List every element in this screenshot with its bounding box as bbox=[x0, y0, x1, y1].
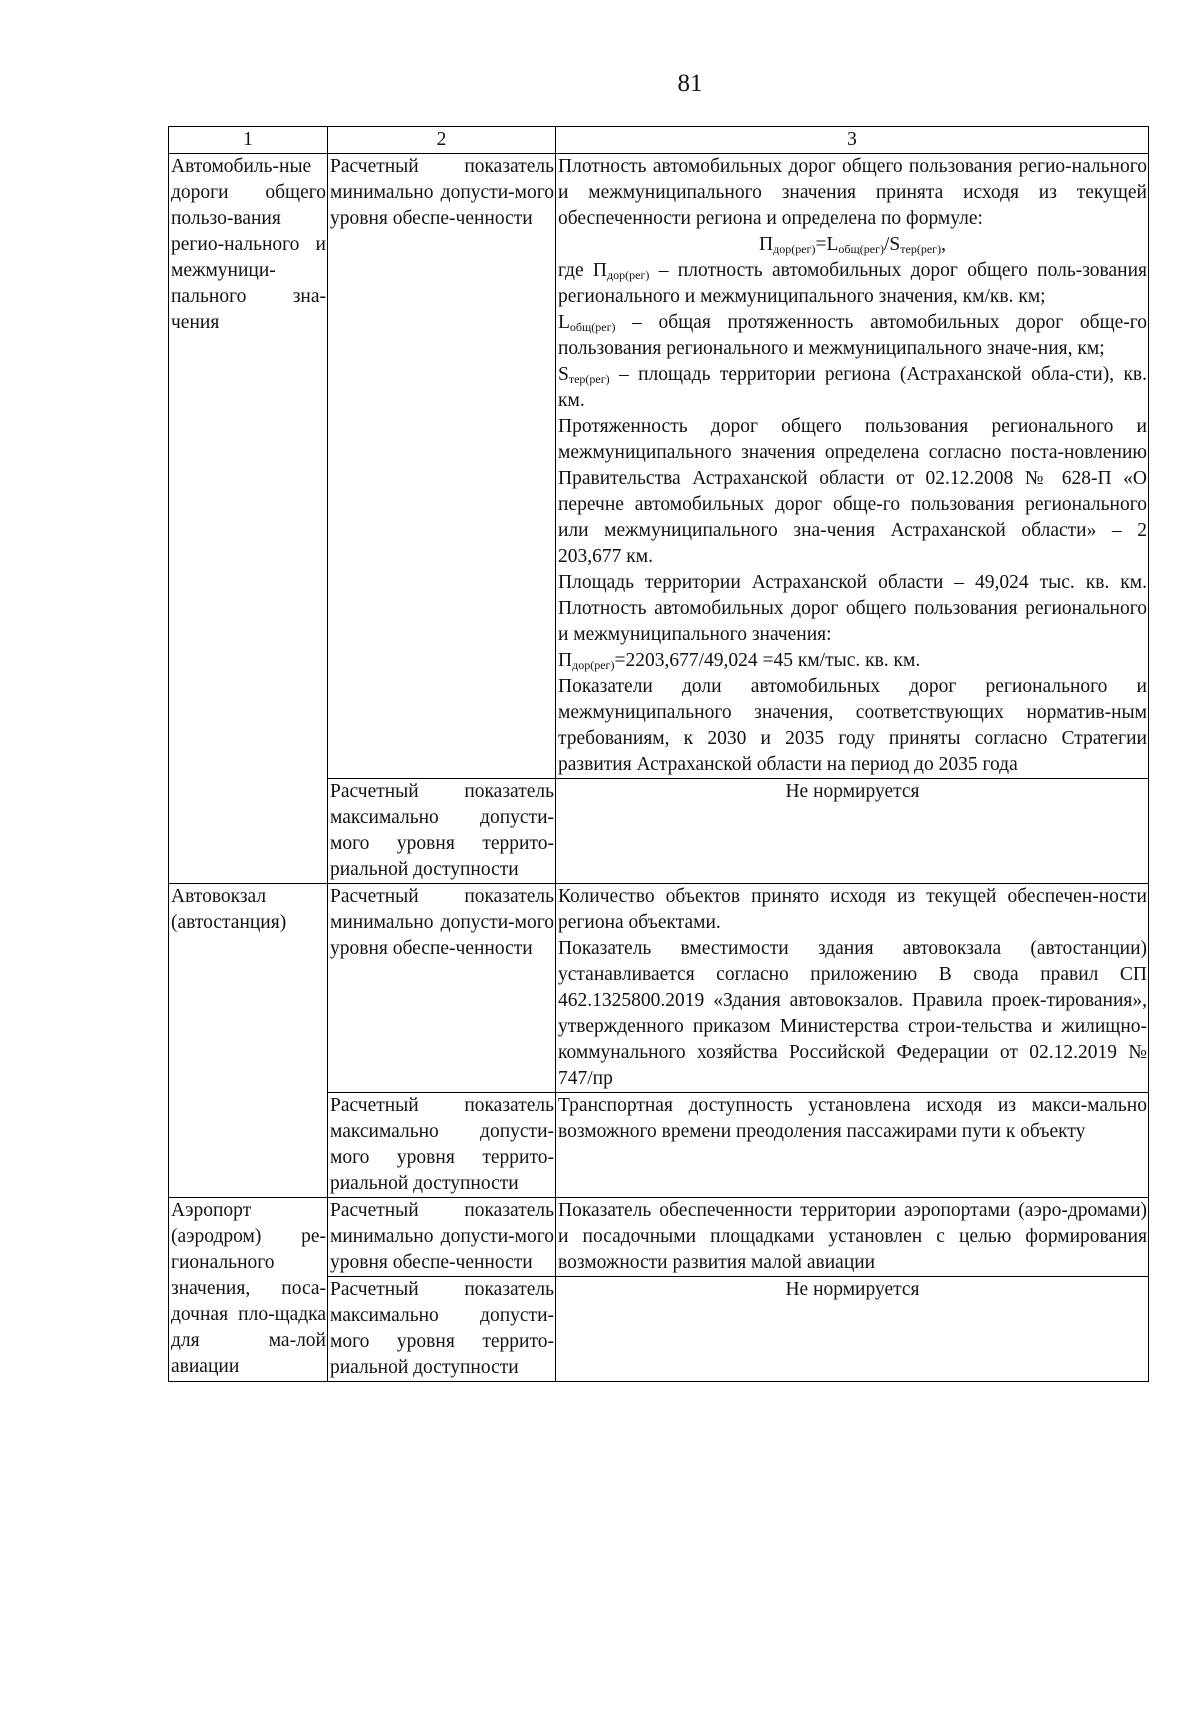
justification-cell bbox=[556, 884, 1149, 1093]
paragraph: Показатель вместимости здания автовокзала (автостанции) устанавливается согласно приложению В свода правил СП 462.1325800.2019 «Здания автовокзалов. Правила проек-тирования», утвержденного приказом Министерства строи-тельства и жилищно-коммунального хозяйства Российской Федерации от 02.12.2019 № 747/пр bbox=[558, 938, 1147, 1089]
justification-cell bbox=[556, 154, 1149, 779]
justification-cell: Показатель обеспеченности территории аэропортами (аэро-дромами) и посадочными площадками установлен с целью формирования возможности развития малой авиации bbox=[556, 1198, 1149, 1277]
standards-table bbox=[168, 126, 1149, 1382]
justification-cell: Не нормируется bbox=[556, 779, 1149, 884]
justification-cell: Не нормируется bbox=[556, 1277, 1149, 1382]
indicator-label-max: Расчетный показатель максимально допусти-мого уровня террито-риальной доступности bbox=[328, 1277, 556, 1382]
indicator-label-min: Расчетный показатель минимально допусти-мого уровня обеспе-ченности bbox=[328, 1198, 556, 1277]
object-cell-bus-station bbox=[169, 884, 328, 1198]
object-name: Автовокзал (автостанция) bbox=[171, 886, 287, 933]
justification-cell: Транспортная доступность установлена исходя из макси-мально возможного времени преодоления пассажирами пути к объекту bbox=[556, 1093, 1149, 1198]
object-cell-airport bbox=[169, 1198, 328, 1382]
definition-length: $L_{общ(рег)}$ – общая протяженность автомобильных дорог обще-го пользования регионального и межмуниципального значе-ния, км; bbox=[558, 312, 1147, 359]
indicator-label-min: Расчетный показатель минимально допусти-мого уровня обеспе-ченности bbox=[328, 884, 556, 1093]
table-row bbox=[169, 884, 1149, 1093]
column-header-3: 3 bbox=[556, 127, 1149, 154]
paragraph: Количество объектов принято исходя из текущей обеспечен-ности региона объектами. bbox=[558, 886, 1147, 933]
table-row bbox=[169, 1198, 1149, 1277]
indicator-label-max: Расчетный показатель максимально допусти-мого уровня террито-риальной доступности bbox=[328, 1093, 556, 1198]
density-calculation: $П_{дор(рег)}=2203,677/49,024 =45$ км/тыс. кв. км. bbox=[558, 650, 921, 672]
definition-area: $S_{тер(рег)}$ – площадь территории региона (Астраханской обла-сти), кв. км. bbox=[558, 364, 1147, 411]
column-header-1: 1 bbox=[169, 127, 328, 154]
indicator-label-min: Расчетный показатель минимально допусти-мого уровня обеспе-ченности bbox=[328, 154, 556, 779]
object-cell-roads bbox=[169, 154, 328, 884]
page-number: 81 bbox=[677, 70, 703, 97]
paragraph: Протяженность дорог общего пользования регионального и межмуниципального значения определена согласно поста-новлению Правительства Астраханской области от 02.12.2008 № 628-П «О перечне автомобильных дорог обще-го пользования регионального или межмуниципального зна-чения Астраханской области» – 2 203,677 км. bbox=[558, 416, 1147, 567]
paragraph: Показатели доли автомобильных дорог регионального и межмуниципального значения, соответствующих норматив-ным требованиям, к 2030 и 2035 году приняты согласно Стратегии развития Астраханской области на период до 2035 года bbox=[558, 676, 1147, 775]
object-name: Аэропорт (аэродром) ре-гионального значения, поса-дочная пло-щадка для ма-лой авиации bbox=[171, 1200, 326, 1377]
indicator-label-max: Расчетный показатель максимально допусти-мого уровня террито-риальной доступности bbox=[328, 779, 556, 884]
paragraph: Плотность автомобильных дорог общего пользования регио-нального и межмуниципального значения принята исходя из текущей обеспеченности региона и определена по формуле: bbox=[558, 156, 1147, 229]
object-name: Автомобиль-ные дороги общего пользо-вания регио-нального и межмуници-пального зна-чения bbox=[171, 156, 326, 333]
paragraph: Площадь территории Астраханской области – 49,024 тыс. кв. км. Плотность автомобильных дорог общего пользования регионального и межмуниципального значения: bbox=[558, 572, 1147, 645]
column-header-2: 2 bbox=[328, 127, 556, 154]
table-row bbox=[169, 154, 1149, 779]
table-header-row bbox=[169, 127, 1149, 154]
density-formula: $П_{дор(рег)}=L_{общ(рег)}/S_{тер(рег)}$, bbox=[759, 234, 946, 256]
definition-density: где $П_{дор(рег)}$ – плотность автомобильных дорог общего поль-зования регионального и межмуниципального значения, км/кв. км; bbox=[558, 260, 1147, 307]
